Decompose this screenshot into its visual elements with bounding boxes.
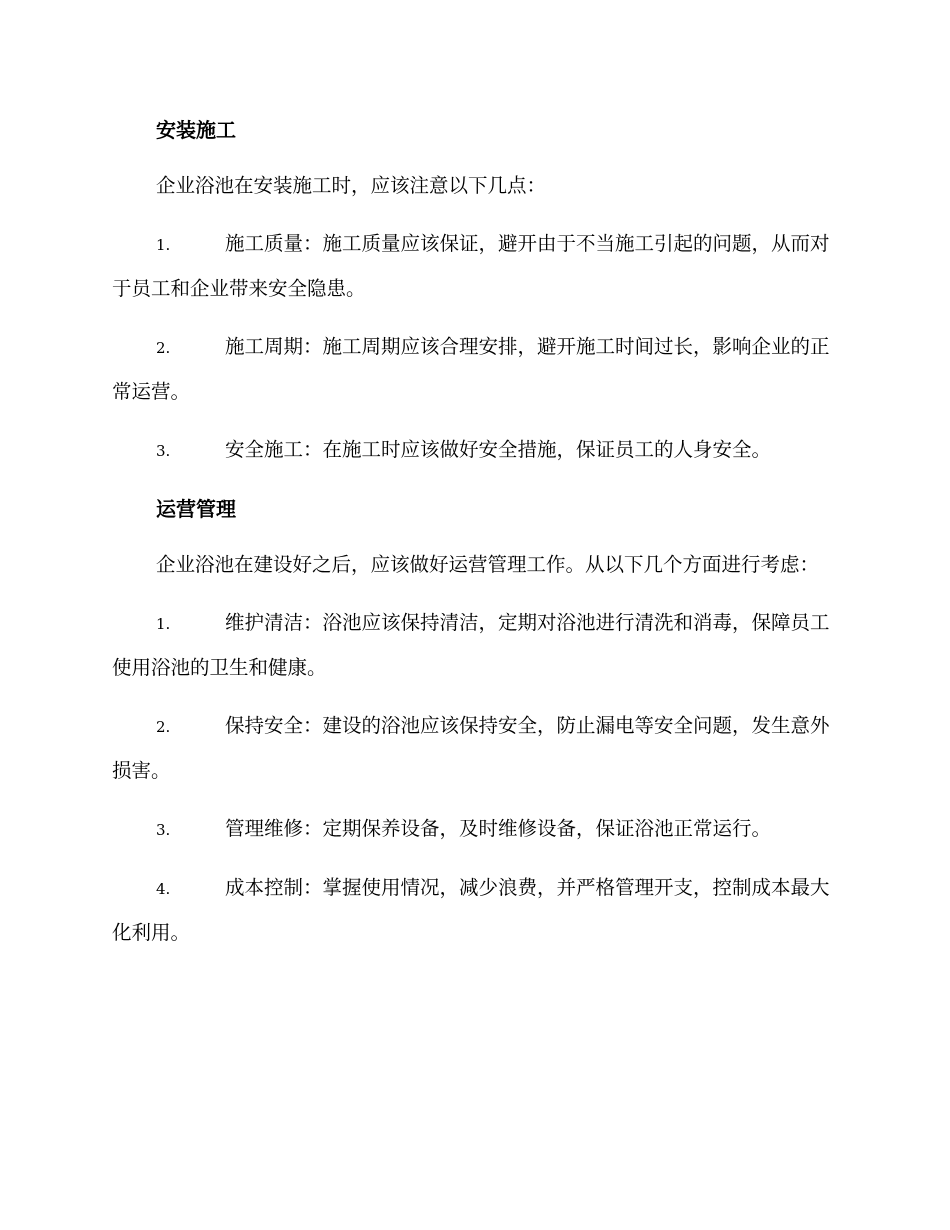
list-number: 3. [156,442,171,460]
section-intro: 企业浴池在建设好之后，应该做好运营管理工作。从以下几个方面进行考虑： [156,553,820,576]
list-number: 4. [156,880,171,898]
section-installation [112,108,832,473]
list-item [112,866,832,955]
list-text: 管理维修：定期保养设备，及时维修设备，保证浴池正常运行。 [225,817,772,840]
list-text: 施工周期：施工周期应该合理安排，避开施工时间过长，影响企业的正常运营。 [112,335,830,403]
section-heading: 运营管理 [156,497,236,521]
document-body [112,108,832,969]
list-item [112,222,832,311]
list-item [112,325,832,414]
list-item [112,428,832,473]
list-number: 2. [156,718,171,736]
list-text: 安全施工：在施工时应该做好安全措施，保证员工的人身安全。 [225,438,772,461]
list-number: 3. [156,821,171,839]
list-text: 成本控制：掌握使用情况，减少浪费，并严格管理开支，控制成本最大化利用。 [112,876,830,944]
list-text: 保持安全：建设的浴池应该保持安全，防止漏电等安全问题，发生意外损害。 [112,714,830,782]
section-intro: 企业浴池在安装施工时，应该注意以下几点： [156,174,547,197]
section-operations [112,487,832,955]
section-heading: 安装施工 [156,118,236,142]
list-number: 1. [156,236,171,254]
list-number: 1. [156,615,171,633]
list-text: 施工质量：施工质量应该保证，避开由于不当施工引起的问题，从而对于员工和企业带来安全隐患。 [112,232,830,300]
list-item [112,807,832,852]
list-text: 维护清洁：浴池应该保持清洁，定期对浴池进行清洗和消毒，保障员工使用浴池的卫生和健康。 [112,611,830,679]
list-item [112,601,832,690]
list-item [112,704,832,793]
list-number: 2. [156,339,171,357]
